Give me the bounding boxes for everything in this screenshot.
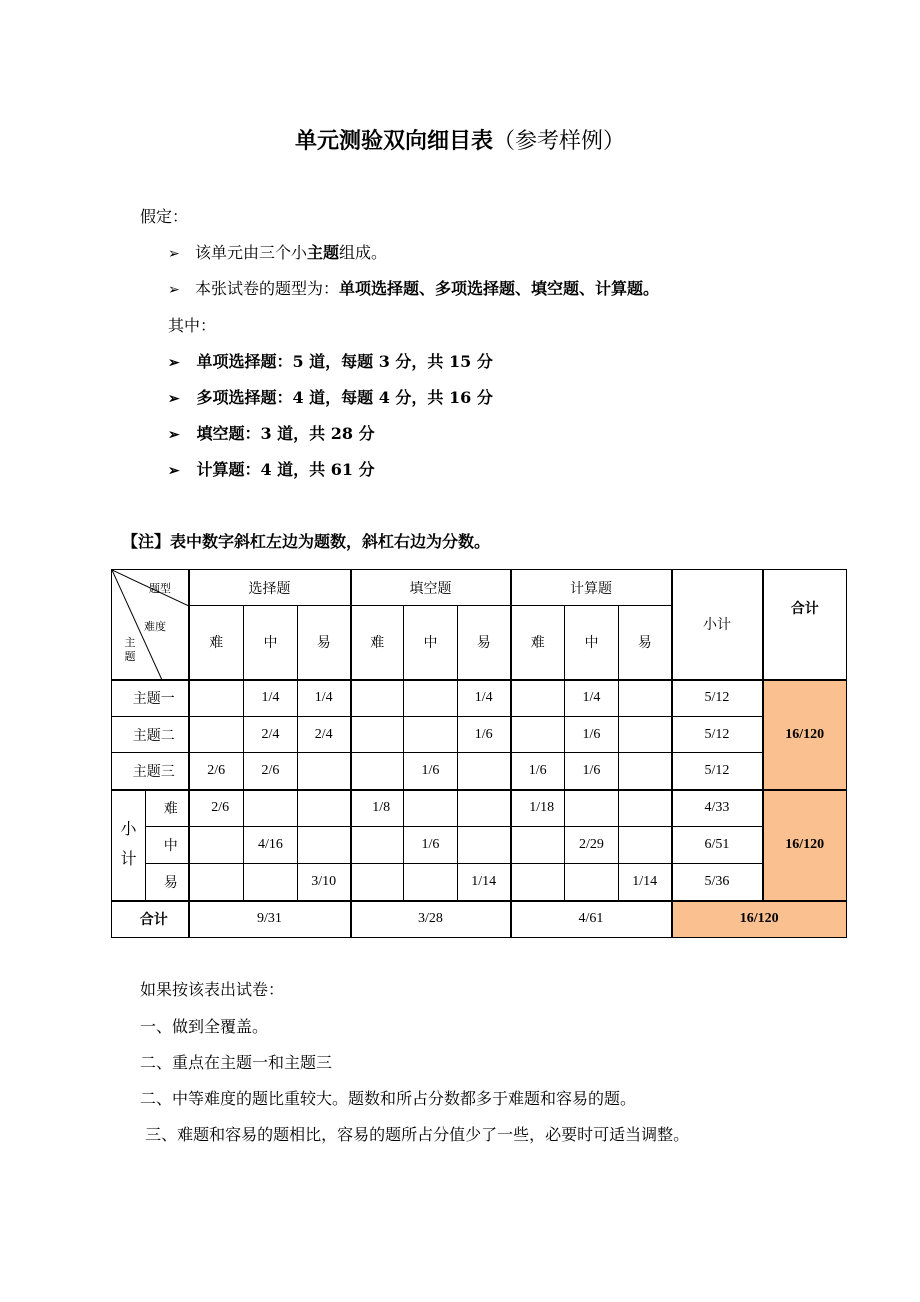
topic-label: 主题一 <box>112 680 189 717</box>
table-cell: 2/6 <box>189 753 244 790</box>
level-label: 易 <box>146 864 189 901</box>
table-row <box>112 717 847 753</box>
level-header: 易 <box>298 606 351 680</box>
level-label: 难 <box>146 790 189 827</box>
table-cell: 1/4 <box>458 680 511 717</box>
level-header: 易 <box>619 606 672 680</box>
subtotal-cell: 5/12 <box>672 753 763 790</box>
title-main: 单元测验双向细目表 <box>294 129 493 154</box>
table-cell <box>565 790 619 827</box>
table-cell: 1/4 <box>244 680 298 717</box>
table-cell <box>619 717 672 753</box>
table-cell: 1/6 <box>565 717 619 753</box>
table-cell <box>511 864 565 901</box>
level-label: 中 <box>146 827 189 864</box>
assumption-label: 假定： <box>140 207 189 226</box>
level-header: 中 <box>244 606 298 680</box>
table-note: 【注】表中数字斜杠左边为题数，斜杠右边为分数。 <box>122 532 491 551</box>
table-row <box>112 864 847 901</box>
table-cell: 2/6 <box>189 790 244 827</box>
table-cell: 2/4 <box>298 717 351 753</box>
table-cell <box>458 790 511 827</box>
group-header-choice: 选择题 <box>189 570 351 606</box>
table-cell: 1/6 <box>404 753 458 790</box>
table-cell <box>458 827 511 864</box>
level-header: 易 <box>458 606 511 680</box>
table-cell: 1/6 <box>458 717 511 753</box>
subtotal-cell: 5/36 <box>672 864 763 901</box>
table-cell <box>244 864 298 901</box>
table-cell <box>351 680 404 717</box>
table-cell <box>404 717 458 753</box>
sub-label: 其中： <box>168 316 217 335</box>
table-cell <box>351 827 404 864</box>
table-cell <box>351 753 404 790</box>
conclusion-point: 二、中等难度的题比重较大。题数和所占分数都多于难题和容易的题。 <box>140 1089 637 1108</box>
corner-topic-label: 主题 <box>124 637 136 663</box>
table-cell: 1/6 <box>565 753 619 790</box>
conclusion-point: 三、难题和容易的题相比，容易的题所占分值少了一些，必要时可适当调整。 <box>140 1125 690 1144</box>
table-cell: 1/18 <box>511 790 565 827</box>
arrow-bullet-icon: ➢ <box>168 355 180 371</box>
table-cell: 1/6 <box>404 827 458 864</box>
table-cell: 1/4 <box>298 680 351 717</box>
table-cell <box>458 753 511 790</box>
table-cell <box>298 827 351 864</box>
table-cell <box>511 717 565 753</box>
total-cell-choice: 9/31 <box>189 901 351 938</box>
detail-item: ➢ 填空题：3 道，共 28 分 <box>168 424 375 443</box>
topic-label: 主题三 <box>112 753 189 790</box>
level-header: 中 <box>404 606 458 680</box>
table-cell <box>565 864 619 901</box>
table-row <box>112 680 847 717</box>
level-header: 难 <box>351 606 404 680</box>
table-cell <box>404 790 458 827</box>
subtotal-cell: 5/12 <box>672 680 763 717</box>
title-suffix: （参考样例） <box>493 129 626 154</box>
corner-difficulty-label: 难度 <box>144 621 166 633</box>
table-cell <box>511 680 565 717</box>
level-total-cell: 16/120 <box>763 790 847 901</box>
table-cell: 4/16 <box>244 827 298 864</box>
two-way-spec-table <box>111 569 847 938</box>
arrow-bullet-icon: ➢ <box>168 463 180 479</box>
subtotal-header: 小计 <box>672 570 763 680</box>
detail-item: ➢ 单项选择题：5 道，每题 3 分，共 15 分 <box>168 352 493 371</box>
table-cell: 3/10 <box>298 864 351 901</box>
table-cell <box>298 753 351 790</box>
total-header: 合计 <box>763 570 847 680</box>
arrow-bullet-icon: ➢ <box>168 391 180 407</box>
table-cell <box>619 827 672 864</box>
table-cell <box>244 790 298 827</box>
conclusion-point: 二、重点在主题一和主题三 <box>140 1053 333 1072</box>
corner-header <box>112 570 189 680</box>
detail-item: ➢ 多项选择题：4 道，每题 4 分，共 16 分 <box>168 388 493 407</box>
table-row <box>112 753 847 790</box>
group-header-fill: 填空题 <box>351 570 511 606</box>
assumption-item-2: ➢ 本张试卷的题型为：单项选择题、多项选择题、填空题、计算题。 <box>168 279 660 298</box>
arrow-bullet-icon: ➢ <box>168 246 180 262</box>
table-cell: 1/8 <box>351 790 404 827</box>
table-cell: 1/14 <box>458 864 511 901</box>
table-cell <box>404 680 458 717</box>
level-header: 中 <box>565 606 619 680</box>
table-cell <box>511 827 565 864</box>
table-row <box>112 790 847 827</box>
conclusion-point: 一、做到全覆盖。 <box>140 1017 269 1036</box>
corner-type-label: 题型 <box>149 583 171 595</box>
detail-item: ➢ 计算题：4 道，共 61 分 <box>168 460 375 479</box>
table-cell <box>404 864 458 901</box>
subtotal-cell: 6/51 <box>672 827 763 864</box>
table-cell: 2/4 <box>244 717 298 753</box>
page-title <box>0 124 920 155</box>
total-cell-fill: 3/28 <box>351 901 511 938</box>
table-cell <box>619 680 672 717</box>
subtotal-cell: 5/12 <box>672 717 763 753</box>
total-cell-calc: 4/61 <box>511 901 672 938</box>
table-cell: 1/14 <box>619 864 672 901</box>
level-header: 难 <box>189 606 244 680</box>
table-row <box>112 827 847 864</box>
table-cell <box>189 864 244 901</box>
table-cell: 1/4 <box>565 680 619 717</box>
subtotal-side-label: 小计 <box>112 790 146 901</box>
arrow-bullet-icon: ➢ <box>168 282 180 298</box>
table-cell: 2/6 <box>244 753 298 790</box>
topic-total-cell: 16/120 <box>763 680 847 790</box>
table-cell: 1/6 <box>511 753 565 790</box>
table-cell <box>619 790 672 827</box>
table-row <box>112 901 847 938</box>
table-cell <box>351 864 404 901</box>
conclusion-intro: 如果按该表出试卷： <box>140 980 285 999</box>
table-cell: 2/29 <box>565 827 619 864</box>
total-row-label: 合计 <box>112 901 189 938</box>
table-cell <box>189 827 244 864</box>
topic-label: 主题二 <box>112 717 189 753</box>
grand-total-cell: 16/120 <box>672 901 847 938</box>
assumption-item-1: ➢ 该单元由三个小主题组成。 <box>168 243 388 262</box>
level-header: 难 <box>511 606 565 680</box>
arrow-bullet-icon: ➢ <box>168 427 180 443</box>
table-cell <box>351 717 404 753</box>
table-cell <box>619 753 672 790</box>
group-header-calc: 计算题 <box>511 570 672 606</box>
table-cell <box>189 717 244 753</box>
subtotal-cell: 4/33 <box>672 790 763 827</box>
table-cell <box>298 790 351 827</box>
table-cell <box>189 680 244 717</box>
